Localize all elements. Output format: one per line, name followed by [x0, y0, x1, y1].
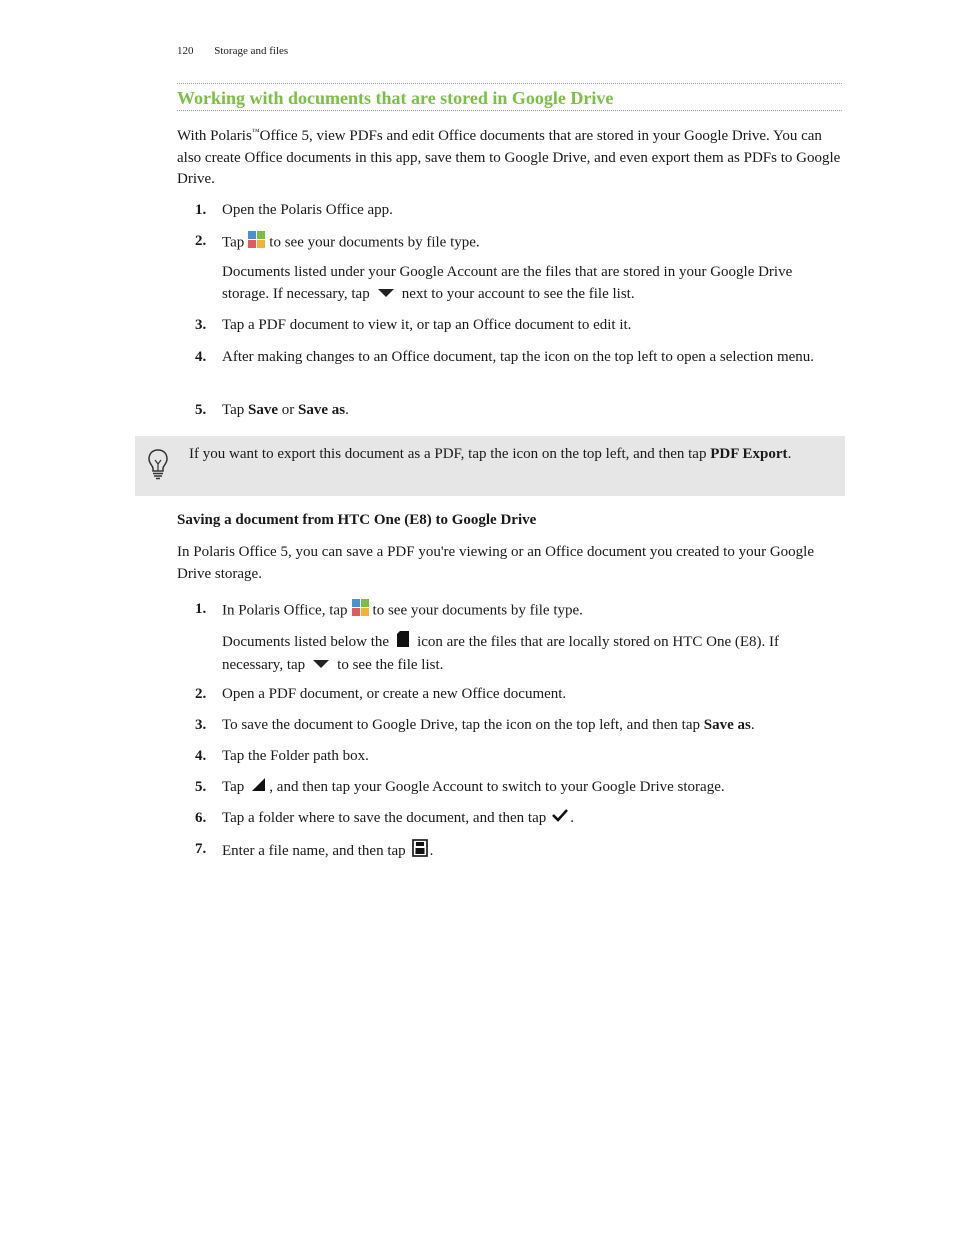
- step-number: 5.: [195, 779, 207, 795]
- tip-text-post: .: [787, 446, 792, 462]
- step-text-pre: Tap: [222, 234, 245, 251]
- step-text: [222, 839, 835, 865]
- section-title: Working with documents that are stored in Google Drive: [177, 88, 614, 108]
- step-2-2: [195, 684, 835, 706]
- file-type-tiles-icon: [248, 231, 265, 256]
- step-text-mid: or: [281, 402, 295, 418]
- note-text-post: next to your account to see the file list.: [401, 285, 635, 302]
- step-number: 7.: [195, 841, 207, 857]
- step-text: Tap the Folder path box.: [222, 748, 369, 764]
- note-text-mid: icon are the files that are locally stored on HTC One (E8). If necessary, tap: [222, 634, 780, 673]
- title-rule-top: [177, 83, 842, 84]
- dropdown-arrow-icon: [313, 655, 329, 677]
- step-1-1: [195, 200, 835, 222]
- subheading: Saving a document from HTC One (E8) to Google Drive: [177, 512, 537, 528]
- file-type-tiles-icon: [352, 599, 369, 624]
- header-section: Storage and files: [214, 45, 289, 57]
- save-as-label: Save as: [703, 717, 751, 733]
- step-text-post: .: [750, 717, 755, 733]
- step-text-pre: Tap a folder where to save the document, and then tap: [222, 810, 547, 827]
- step-text: After making changes to an Office document, tap the icon on the top left to open a selection menu.: [222, 349, 815, 365]
- step-text: [222, 715, 835, 737]
- step-text: [222, 231, 835, 256]
- step-number: 4.: [195, 748, 207, 764]
- step-text-post: , and then tap your Google Account to switch to your Google Drive storage.: [269, 779, 725, 796]
- step-text-post: .: [345, 402, 349, 418]
- step-number: 4.: [195, 349, 207, 365]
- step-text-pre: Tap: [222, 779, 245, 796]
- step-text: [222, 777, 835, 799]
- intro-paragraph: [177, 121, 842, 191]
- step-text-post: .: [570, 810, 574, 827]
- step-text-post: .: [429, 843, 434, 860]
- step-text: Open a PDF document, or create a new Office document.: [222, 686, 567, 702]
- pdf-export-label: PDF Export: [710, 446, 788, 462]
- intro2-paragraph: In Polaris Office 5, you can save a PDF you're viewing or an Office document you created to your Google Drive storage.: [177, 544, 814, 582]
- step-1-2: [195, 231, 835, 256]
- step-number: 6.: [195, 810, 207, 826]
- step-text-pre: Enter a file name, and then tap: [222, 843, 406, 860]
- tip-box: [135, 436, 845, 496]
- sd-card-icon: [397, 631, 409, 655]
- title-rule-bottom: [177, 110, 842, 111]
- step-number: 5.: [195, 402, 207, 418]
- save-label: Save: [248, 402, 279, 418]
- page-header: [177, 45, 288, 57]
- tip-text: [189, 443, 819, 465]
- step-text: [222, 599, 835, 624]
- step-text: Tap a PDF document to view it, or tap an Office document to edit it.: [222, 317, 632, 333]
- step-1-5: [195, 400, 835, 422]
- step-text-pre: Tap: [222, 402, 245, 418]
- lightbulb-icon: [147, 448, 169, 480]
- step-1-2-note: [222, 262, 842, 305]
- step-2-6: [195, 808, 835, 830]
- intro-text-a: With Polaris: [177, 128, 252, 144]
- step-text: [222, 808, 835, 830]
- step-number: 1.: [195, 601, 207, 617]
- step-2-4: [195, 746, 835, 768]
- trademark: ™: [251, 127, 260, 136]
- step-text-post: to see your documents by file type.: [372, 602, 583, 619]
- step-2-1-note: [222, 631, 842, 676]
- checkmark-icon: [552, 808, 568, 830]
- note-text-post: to see the file list.: [337, 656, 444, 673]
- step-text-pre: To save the document to Google Drive, tap the icon on the top left, and then tap: [222, 717, 700, 733]
- page-number: 120: [177, 45, 194, 57]
- intro-text-b: Office 5, view PDFs and edit Office documents that are stored in your Google Drive. You can also create Office documents in this app, save them to Google Drive, and even export them as PDFs to Google Drive.: [177, 128, 841, 187]
- dropdown-arrow-icon: [378, 284, 394, 306]
- note-text-pre: Documents listed below the: [222, 634, 390, 651]
- note-text-pre: Documents listed under your Google Account are the files that are stored in your Google Drive storage. If necessary, tap: [222, 264, 793, 302]
- step-2-3: [195, 715, 835, 737]
- step-number: 1.: [195, 202, 207, 218]
- step-number: 3.: [195, 317, 207, 333]
- step-2-7: [195, 839, 835, 865]
- step-number: 2.: [195, 686, 207, 702]
- save-as-label: Save as: [298, 402, 346, 418]
- step-2-5: [195, 777, 835, 799]
- step-number: 3.: [195, 717, 207, 733]
- step-text-post: to see your documents by file type.: [269, 234, 480, 251]
- corner-triangle-icon: [252, 777, 265, 799]
- tip-text-pre: If you want to export this document as a PDF, tap the icon on the top left, and then tap: [189, 446, 707, 462]
- step-2-1: [195, 599, 835, 624]
- step-number: 2.: [195, 233, 207, 249]
- save-disk-icon: [412, 839, 428, 865]
- step-text: [222, 400, 835, 422]
- step-text-pre: In Polaris Office, tap: [222, 602, 348, 619]
- step-1-4: [195, 347, 835, 369]
- step-1-3: [195, 315, 835, 337]
- step-text: Open the Polaris Office app.: [222, 202, 393, 218]
